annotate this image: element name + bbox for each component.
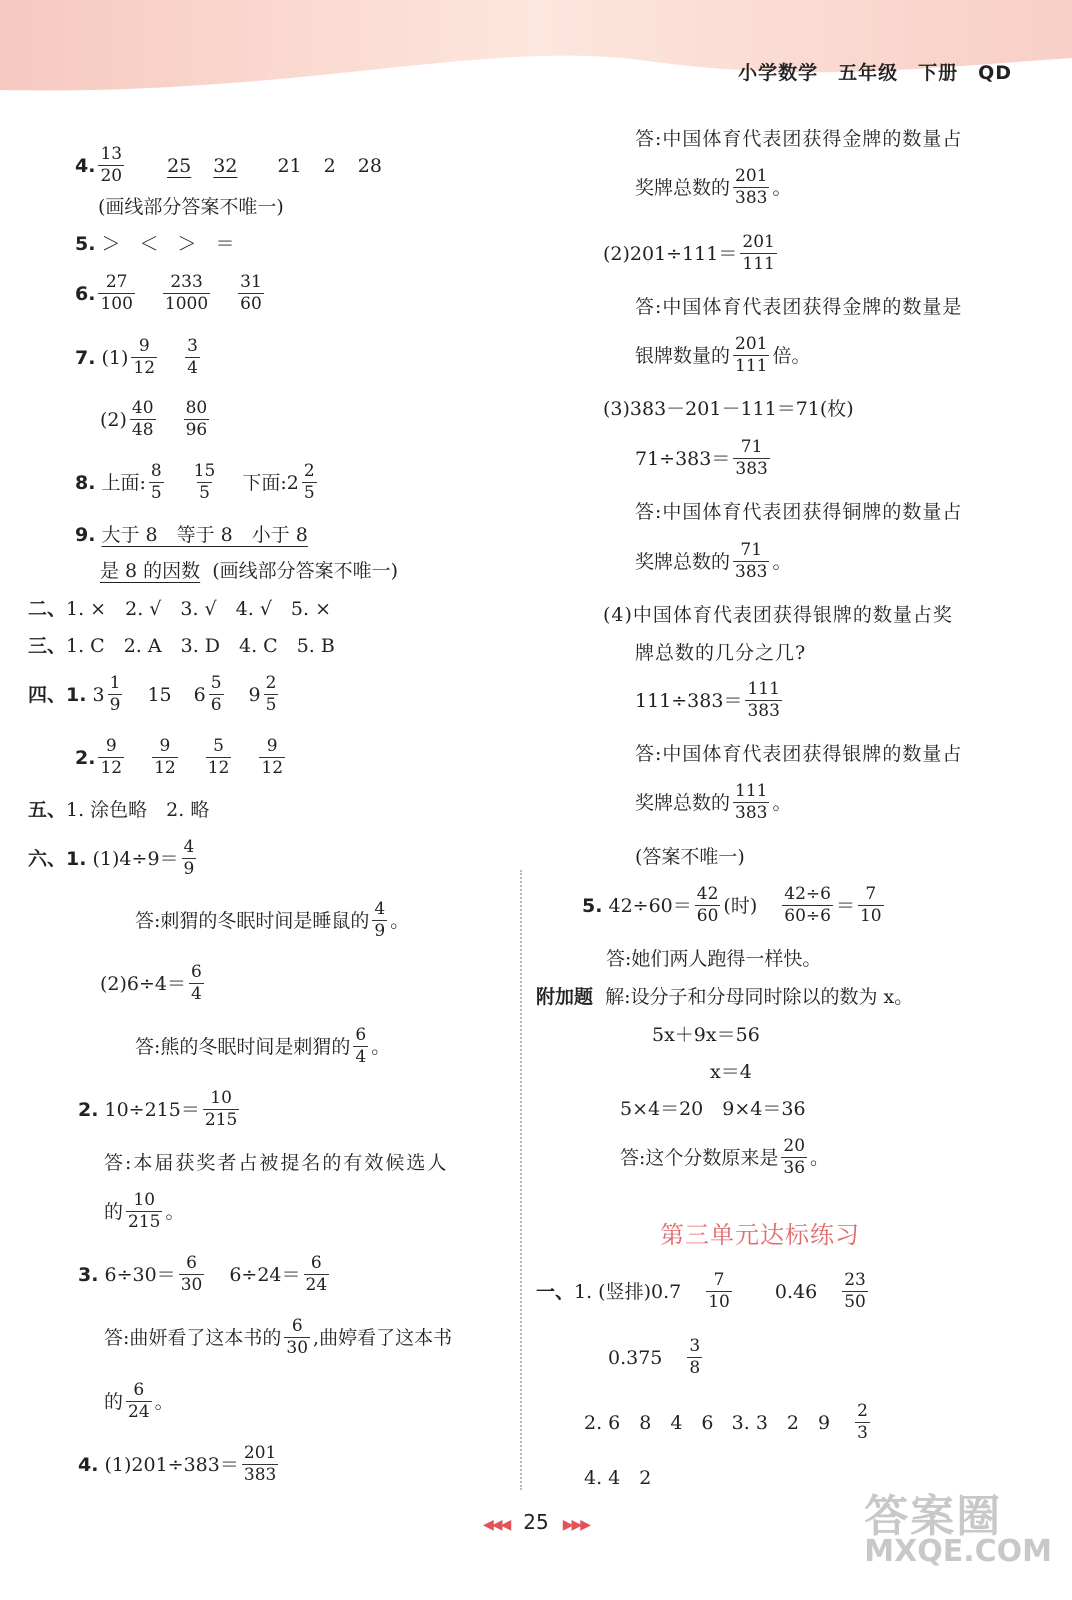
r6-line: 答:中国体育代表团获得铜牌的数量占 <box>635 501 963 523</box>
r6-cont: 奖牌总数的 71 383 。 <box>635 540 792 582</box>
s6-q2-eq: 2. 10÷215＝ 10 215 <box>78 1088 238 1130</box>
r9-line: 答:中国体育代表团获得银牌的数量占 <box>635 743 963 765</box>
watermark: 答案圈 MXQE.COM <box>864 1491 1052 1569</box>
left-arrows-icon: ◀◀◀ <box>482 1517 510 1533</box>
s6-q3-eq: 3. 6÷30＝ 6 30 6÷24＝ 6 24 <box>78 1253 328 1295</box>
unit3-q1-cont: 0.375 3 8 <box>608 1336 701 1378</box>
extra-eq2: x＝4 <box>710 1061 752 1083</box>
s6-q2-ans-cont: 的 10 215 。 <box>104 1190 185 1232</box>
q5-line: 5. ＞ ＜ ＞ ＝ <box>75 233 235 255</box>
column-divider <box>520 870 522 1490</box>
r-q5-eq: 5. 42÷60＝ 42 60 (时) 42÷6 60÷6 ＝ 7 10 <box>582 884 882 926</box>
unit3-q1: 一、 1. (竖排)0.7 7 10 0.46 23 50 <box>536 1270 866 1312</box>
q4-note: (画线部分答案不唯一) <box>98 196 284 218</box>
r3-line: 答:中国体育代表团获得金牌的数量是 <box>635 296 963 318</box>
r7-cont: 牌总数的几分之几? <box>635 642 807 664</box>
r9-cont: 奖牌总数的 111 383 。 <box>635 781 792 823</box>
unit3-q2-q3: 2. 6 8 4 6 3. 3 2 9 2 3 <box>584 1401 868 1443</box>
s6-q1-ans2: 答:熊的冬眠时间是刺猬的 6 4 。 <box>135 1025 391 1067</box>
section-2: 二、 1. × 2. √ 3. √ 4. √ 5. × <box>28 598 332 620</box>
extra-ans: 答:这个分数原来是 20 36 。 <box>620 1136 830 1178</box>
r10-note: (答案不唯一) <box>635 846 745 868</box>
extra-eq1: 5x＋9x＝56 <box>652 1024 760 1046</box>
r2-eq: (2)201÷111＝ 201 111 <box>603 232 775 274</box>
section-4-line2: 2. 9 12 9 12 5 12 9 12 <box>75 736 284 778</box>
q8-line: 8. 上面: 8 5 15 5 下面:2 2 5 <box>75 461 315 503</box>
r3-cont: 银牌数量的 201 111 倍。 <box>635 334 811 376</box>
q7-line2: (2) 40 48 80 96 <box>100 398 208 440</box>
r1-cont: 奖牌总数的 201 383 。 <box>635 166 792 208</box>
s6-q2-ans: 答:本届获奖者占被提名的有效候选人 <box>104 1152 449 1174</box>
s6-q1-eq1: 六、 1. (1)4÷9＝ 4 9 <box>28 837 195 879</box>
unit3-q4: 4. 4 2 <box>584 1467 652 1489</box>
book-title: 小学数学 五年级 下册 QD <box>738 62 1012 84</box>
s6-q1-ans1: 答:刺猬的冬眠时间是睡鼠的 4 9 。 <box>135 899 410 941</box>
section-4-line1: 四、 1. 3 1 9 15 6 5 6 9 2 5 <box>28 673 277 715</box>
section-3: 三、 1. C 2. A 3. D 4. C 5. B <box>28 635 335 657</box>
q6-line: 6. 27 100 233 1000 31 60 <box>75 272 262 314</box>
r4-eq: (3)383－201－111＝71(枚) <box>603 398 854 420</box>
q4-line: 4. 13 20 25 32 21 2 28 <box>75 144 382 186</box>
page-number: 25 <box>523 1510 549 1534</box>
r7-line: (4)中国体育代表团获得银牌的数量占奖 <box>603 604 953 626</box>
unit-3-section-title: 第三单元达标练习 <box>660 1221 860 1249</box>
q9-line2: 是 8 的因数 (画线部分答案不唯一) <box>100 560 399 582</box>
right-arrows-icon: ▶▶▶ <box>562 1517 590 1533</box>
s6-q3-ans: 答:曲妍看了这本书的 6 30 ,曲婷看了这本书 <box>104 1316 453 1358</box>
q7-line1: 7. (1) 9 12 3 4 <box>75 336 198 378</box>
extra-problem: 附加题 解:设分子和分母同时除以的数为 x。 <box>536 986 914 1008</box>
extra-eq3: 5×4＝20 9×4＝36 <box>620 1098 806 1120</box>
s6-q4-eq: 4. (1)201÷383＝ 201 383 <box>78 1443 277 1485</box>
header-banner <box>0 0 1072 96</box>
s6-q3-ans-cont: 的 6 24 。 <box>104 1380 174 1422</box>
r8-eq: 111÷383＝ 111 383 <box>635 679 780 721</box>
q9-line1: 9. 大于 8 等于 8 小于 8 <box>75 524 308 546</box>
s6-q1-eq2: (2)6÷4＝ 6 4 <box>100 962 202 1004</box>
r5-eq: 71÷383＝ 71 383 <box>635 437 768 479</box>
r1-line: 答:中国体育代表团获得金牌的数量占 <box>635 128 963 150</box>
r-q5-ans: 答:她们两人跑得一样快。 <box>606 948 822 970</box>
section-5: 五、 1. 涂色略 2. 略 <box>28 799 210 821</box>
